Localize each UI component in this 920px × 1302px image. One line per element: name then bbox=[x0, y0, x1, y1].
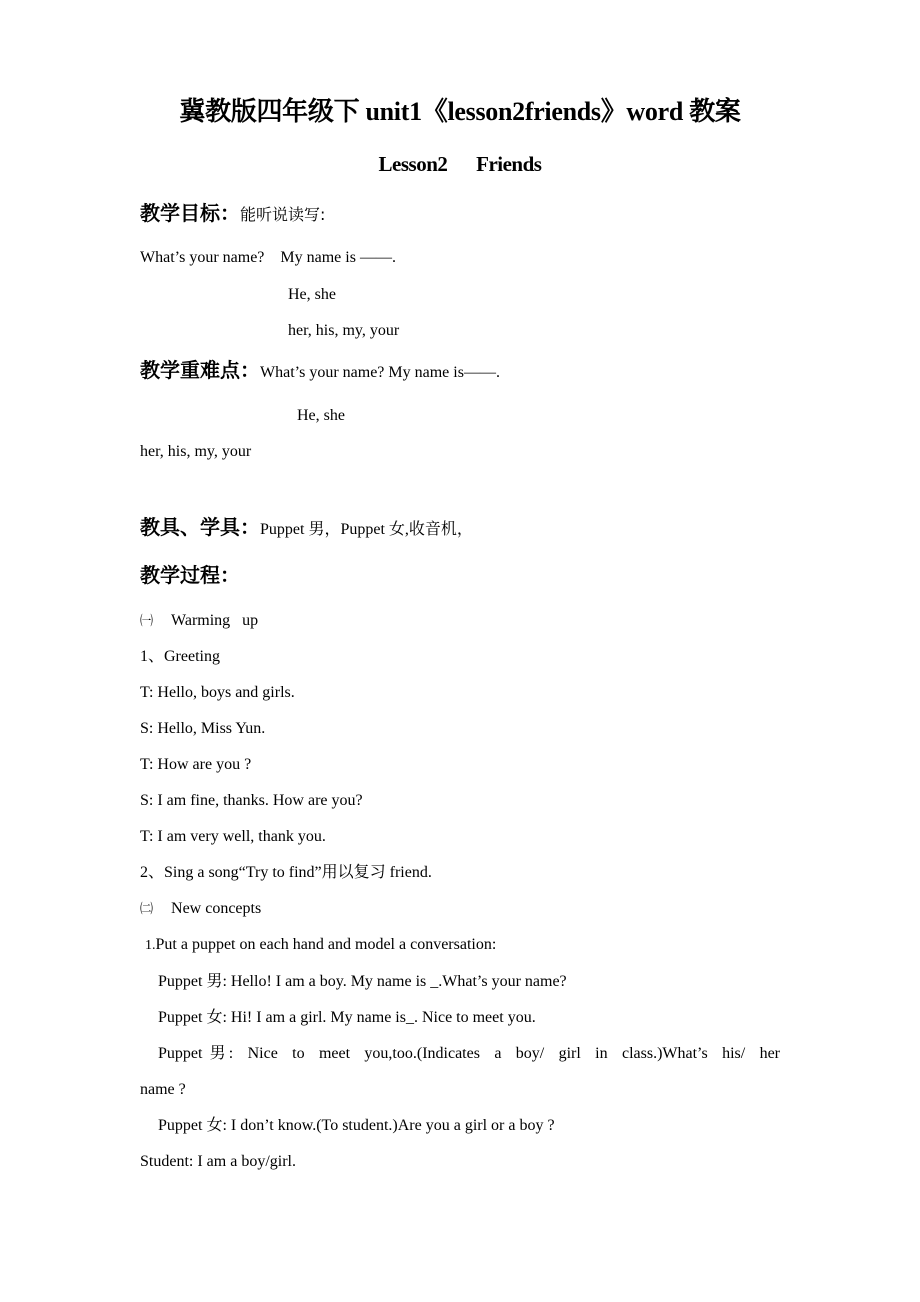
key-points-first: What’s your name? My name is——. bbox=[260, 364, 500, 381]
dialogue-line: T: I am very well, thank you. bbox=[140, 828, 326, 845]
document-title: 冀教版四年级下 unit1《lesson2friends》word 教案 bbox=[179, 97, 741, 126]
section-title: Warming up bbox=[171, 612, 259, 629]
objectives-heading: 教学目标： bbox=[140, 201, 240, 225]
objectives-line: He, she bbox=[288, 286, 336, 303]
materials-row bbox=[140, 516, 473, 541]
dialogue-line: T: How are you ? bbox=[140, 756, 252, 773]
key-points-row bbox=[140, 359, 500, 384]
objectives-row bbox=[140, 202, 325, 227]
materials-text: Puppet 男，Puppet 女,收音机， bbox=[260, 521, 473, 538]
section-title: New concepts bbox=[171, 900, 262, 917]
dialogue-line: Student: I am a boy/girl. bbox=[140, 1153, 296, 1170]
step-text: Put a puppet on each hand and model a conversation: bbox=[155, 936, 497, 953]
step-puppet bbox=[145, 934, 496, 957]
objectives-line: What’s your name? My name is ——. bbox=[140, 249, 396, 266]
step-marker: 1. bbox=[145, 938, 156, 953]
dialogue-line: Puppet 男: Nice to meet you,too.(Indicates a boy/ girl in class.)What’s his/ her bbox=[158, 1045, 780, 1062]
dialogue-line: name ? bbox=[140, 1081, 186, 1098]
dialogue-line: Puppet 男: Hello! I am a boy. My name is _.What’s your name? bbox=[158, 973, 567, 990]
section-warming-up bbox=[140, 610, 258, 633]
document-subtitle: Lesson2 Friends bbox=[378, 152, 542, 176]
objectives-line: her, his, my, your bbox=[288, 322, 400, 339]
key-points-line: her, his, my, your bbox=[140, 443, 252, 460]
materials-heading: 教具、学具： bbox=[140, 515, 260, 539]
section-new-concepts bbox=[140, 898, 261, 921]
key-points-heading: 教学重难点： bbox=[140, 358, 260, 382]
dialogue-line: Puppet 女: Hi! I am a girl. My name is_. Nice to meet you. bbox=[158, 1009, 536, 1026]
objectives-intro: 能听说读写: bbox=[240, 205, 326, 224]
dialogue-line: S: Hello, Miss Yun. bbox=[140, 720, 266, 737]
process-row bbox=[140, 564, 240, 589]
dialogue-line: Puppet 女: I don’t know.(To student.)Are you a girl or a boy ? bbox=[158, 1117, 555, 1134]
step-sing-song: 2、Sing a song“Try to find”用以复习 friend. bbox=[140, 864, 432, 881]
key-points-line: He, she bbox=[297, 407, 345, 424]
dialogue-line: T: Hello, boys and girls. bbox=[140, 684, 295, 701]
section-marker: ㈡ bbox=[140, 902, 154, 917]
section-marker: ㈠ bbox=[140, 614, 154, 629]
dialogue-line: S: I am fine, thanks. How are you? bbox=[140, 792, 363, 809]
step-greeting: 1、Greeting bbox=[140, 648, 220, 665]
process-heading: 教学过程： bbox=[140, 563, 240, 587]
